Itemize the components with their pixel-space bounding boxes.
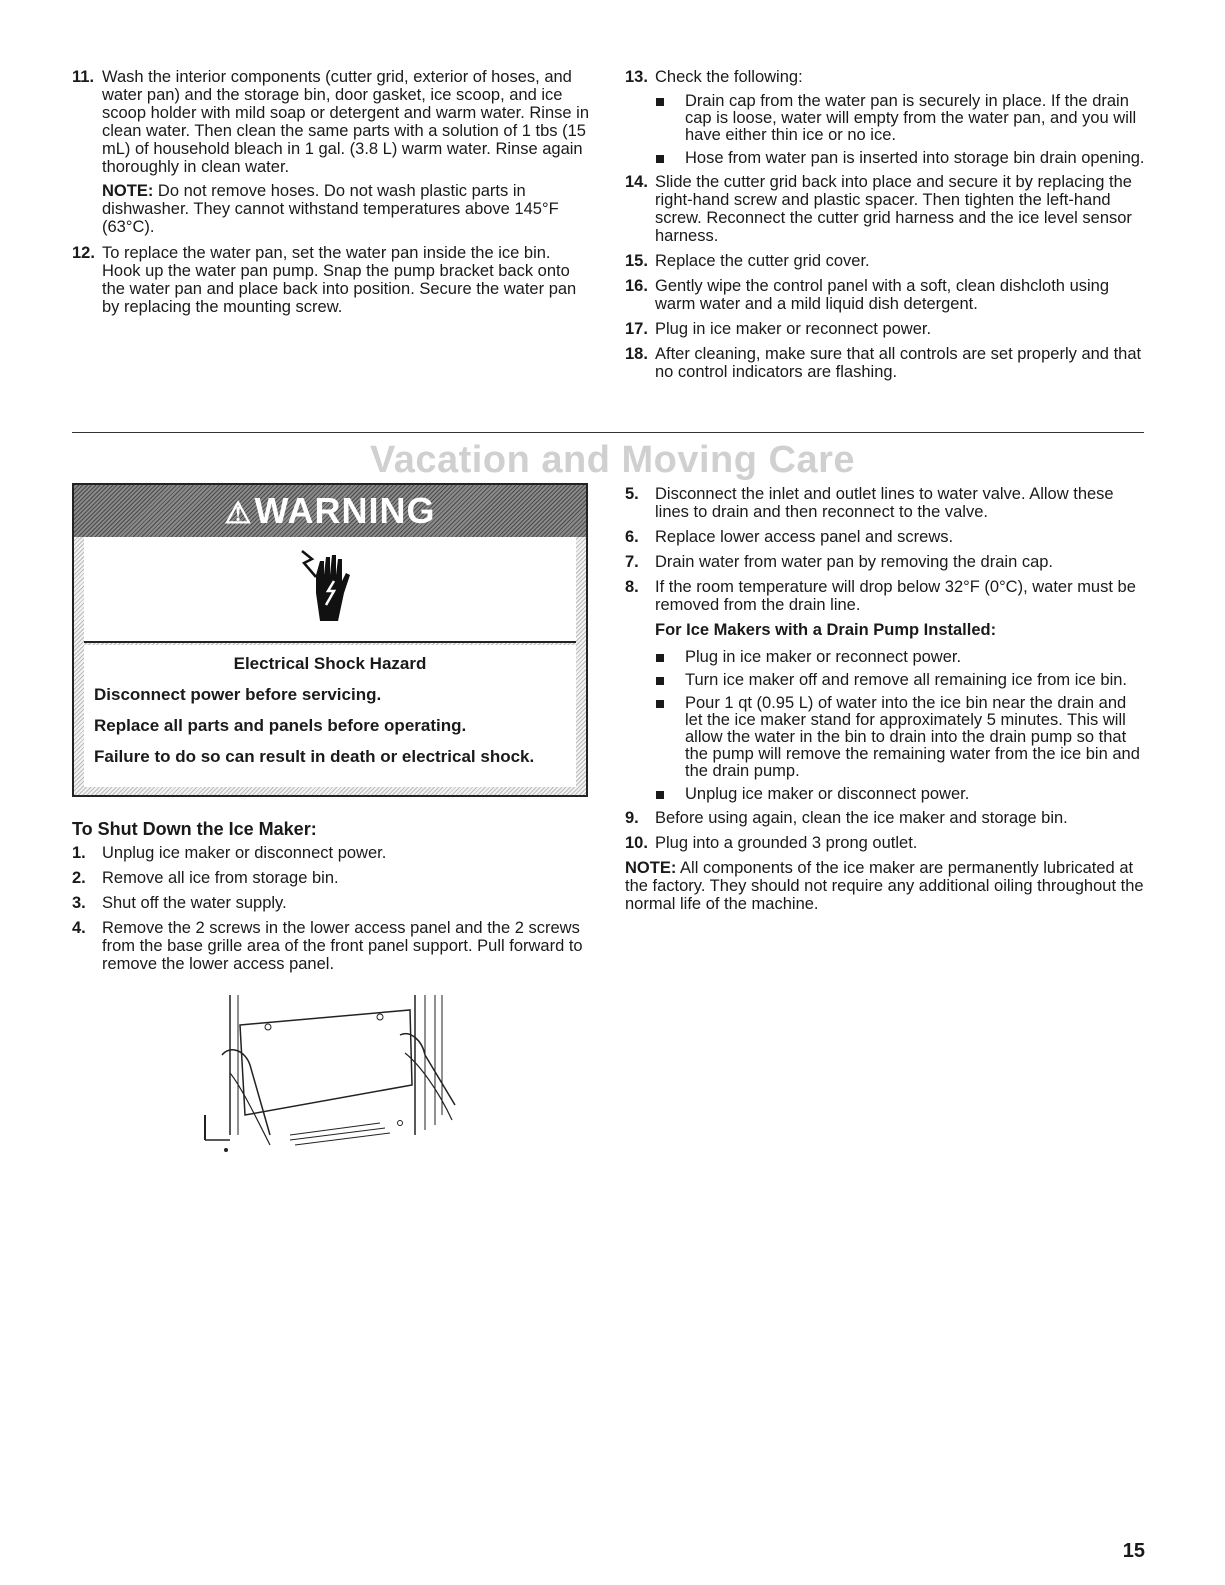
- warning-line: Disconnect power before servicing.: [94, 685, 382, 704]
- section-title: Vacation and Moving Care: [370, 439, 855, 481]
- step-text: Remove all ice from storage bin.: [102, 869, 339, 887]
- step-16: [625, 277, 1145, 313]
- page-number: 15: [1122, 1540, 1145, 1562]
- step-number: 15.: [625, 252, 648, 270]
- note: [102, 182, 592, 236]
- step-18: [625, 345, 1145, 381]
- step-text: Disconnect the inlet and outlet lines to water valve. Allow these lines to drain and then reconnect to the valve.: [655, 485, 1114, 521]
- step-text: Gently wipe the control panel with a soft, clean dishcloth using warm water and a mild liquid dish detergent.: [655, 277, 1110, 313]
- step-7: [625, 553, 1145, 571]
- step-11: [72, 68, 592, 236]
- warning-line: Failure to do so can result in death or electrical shock.: [94, 747, 535, 766]
- top-right-column: [625, 68, 1145, 388]
- shutdown-step: [72, 844, 592, 862]
- step-number: 18.: [625, 345, 648, 363]
- step-text: Wash the interior components (cutter grid, exterior of hoses, and water pan) and the storage bin, door gasket, ice scoop, and ice scoop holder with mild soap or detergent and warm water. Rinse in clean water. Then clean the same parts with a solution of 1 tbs (15 mL) of household bleach in 1 gal. (3.8 L) warm water. Rinse again thoroughly in clean water.: [102, 68, 589, 176]
- step-text: Plug into a grounded 3 prong outlet.: [655, 834, 918, 852]
- step-number: 11.: [72, 68, 95, 86]
- step-17: [625, 320, 1145, 338]
- shutdown-step: [72, 894, 592, 912]
- step-number: 12.: [72, 244, 95, 262]
- step-number: 7.: [625, 553, 639, 571]
- step-12: [72, 244, 592, 316]
- step-number: 2.: [72, 869, 86, 887]
- step-8: [625, 578, 1145, 614]
- shutdown-step: [72, 919, 592, 973]
- step-number: 17.: [625, 320, 648, 338]
- step-text: Slide the cutter grid back into place and secure it by replacing the right-hand screw and plastic spacer. Then tighten the left-hand screw. Reconnect the cutter grid harness and the ice level sensor harness.: [655, 173, 1132, 245]
- step-13: [625, 68, 1145, 86]
- step-9: [625, 809, 1145, 827]
- step-14: [625, 173, 1145, 245]
- note-text: All components of the ice maker are permanently lubricated at the factory. They should not require any additional oiling throughout the normal life of the machine.: [625, 859, 1144, 913]
- warning-triangle-icon: ⚠: [224, 497, 253, 530]
- warning-text-area: [84, 645, 576, 787]
- access-panel-removal-illustration: [200, 995, 470, 1155]
- step-number: 9.: [625, 809, 639, 827]
- drain-pump-heading: For Ice Makers with a Drain Pump Installed:: [655, 621, 997, 639]
- bullet-item: Hose from water pan is inserted into storage bin drain opening.: [625, 150, 1145, 167]
- step-number: 16.: [625, 277, 648, 295]
- shutdown-section: [72, 820, 592, 980]
- note-label: NOTE:: [625, 859, 677, 877]
- step-text: Replace lower access panel and screws.: [655, 528, 954, 546]
- step-text: Check the following:: [655, 68, 803, 86]
- step-text: After cleaning, make sure that all controls are set properly and that no control indicators are flashing.: [655, 345, 1142, 381]
- bottom-right-column: [625, 485, 1145, 921]
- step-10: [625, 834, 1145, 852]
- note-label: NOTE:: [102, 182, 154, 200]
- bullet-item: Turn ice maker off and remove all remaining ice from ice bin.: [625, 672, 1145, 689]
- bullet-item: Unplug ice maker or disconnect power.: [625, 786, 1145, 803]
- top-left-column: [72, 68, 592, 323]
- step-text: Shut off the water supply.: [102, 894, 287, 912]
- maintenance-note: [625, 859, 1145, 913]
- step-number: 6.: [625, 528, 639, 546]
- note-text: Do not remove hoses. Do not wash plastic parts in dishwasher. They cannot withstand temperatures above 145°F (63°C).: [102, 182, 559, 236]
- warning-icon-area: [84, 537, 576, 643]
- step-number: 1.: [72, 844, 86, 862]
- step-number: 10.: [625, 834, 648, 852]
- electric-shock-hand-icon: [298, 547, 358, 629]
- step-number: 14.: [625, 173, 648, 191]
- bullet-item: Drain cap from the water pan is securely in place. If the drain cap is loose, water will empty from the water pan, and you will have either thin ice or no ice.: [625, 93, 1145, 144]
- step-5: [625, 485, 1145, 521]
- hazard-title: Electrical Shock Hazard: [233, 654, 427, 673]
- step-text: Drain water from water pan by removing the drain cap.: [655, 553, 1054, 571]
- step-number: 5.: [625, 485, 639, 503]
- warning-line: Replace all parts and panels before operating.: [94, 716, 467, 735]
- step-15: [625, 252, 1145, 270]
- bullet-item: Plug in ice maker or reconnect power.: [625, 649, 1145, 666]
- step-number: 3.: [72, 894, 86, 912]
- step-text: Plug in ice maker or reconnect power.: [655, 320, 932, 338]
- step-number: 13.: [625, 68, 648, 86]
- shutdown-step: [72, 869, 592, 887]
- step-6: [625, 528, 1145, 546]
- step-text: Replace the cutter grid cover.: [655, 252, 870, 270]
- step-text: Remove the 2 screws in the lower access panel and the 2 screws from the base grille area of the front panel support. Pull forward to remove the lower access panel.: [102, 919, 583, 973]
- step-text: Unplug ice maker or disconnect power.: [102, 844, 387, 862]
- shutdown-title: To Shut Down the Ice Maker:: [72, 819, 317, 839]
- step-text: To replace the water pan, set the water pan inside the ice bin. Hook up the water pan pump. Snap the pump bracket back onto the water pan and place back into position. Secure the water pan by replacing the mounting screw.: [102, 244, 577, 316]
- warning-title: WARNING: [254, 490, 436, 531]
- section-divider: [72, 432, 1144, 433]
- bullet-item: Pour 1 qt (0.95 L) of water into the ice bin near the drain and let the ice maker stand for approximately 5 minutes. This will allow the water in the bin to drain into the drain pump so that the pump will remove the remaining water from the ice bin and the drain pump.: [625, 695, 1145, 780]
- warning-header: [74, 485, 586, 537]
- step-text: If the room temperature will drop below 32°F (0°C), water must be removed from the drain line.: [655, 578, 1136, 614]
- step-number: 4.: [72, 919, 86, 937]
- step-text: Before using again, clean the ice maker and storage bin.: [655, 809, 1068, 827]
- step-number: 8.: [625, 578, 639, 596]
- warning-box: [72, 483, 588, 797]
